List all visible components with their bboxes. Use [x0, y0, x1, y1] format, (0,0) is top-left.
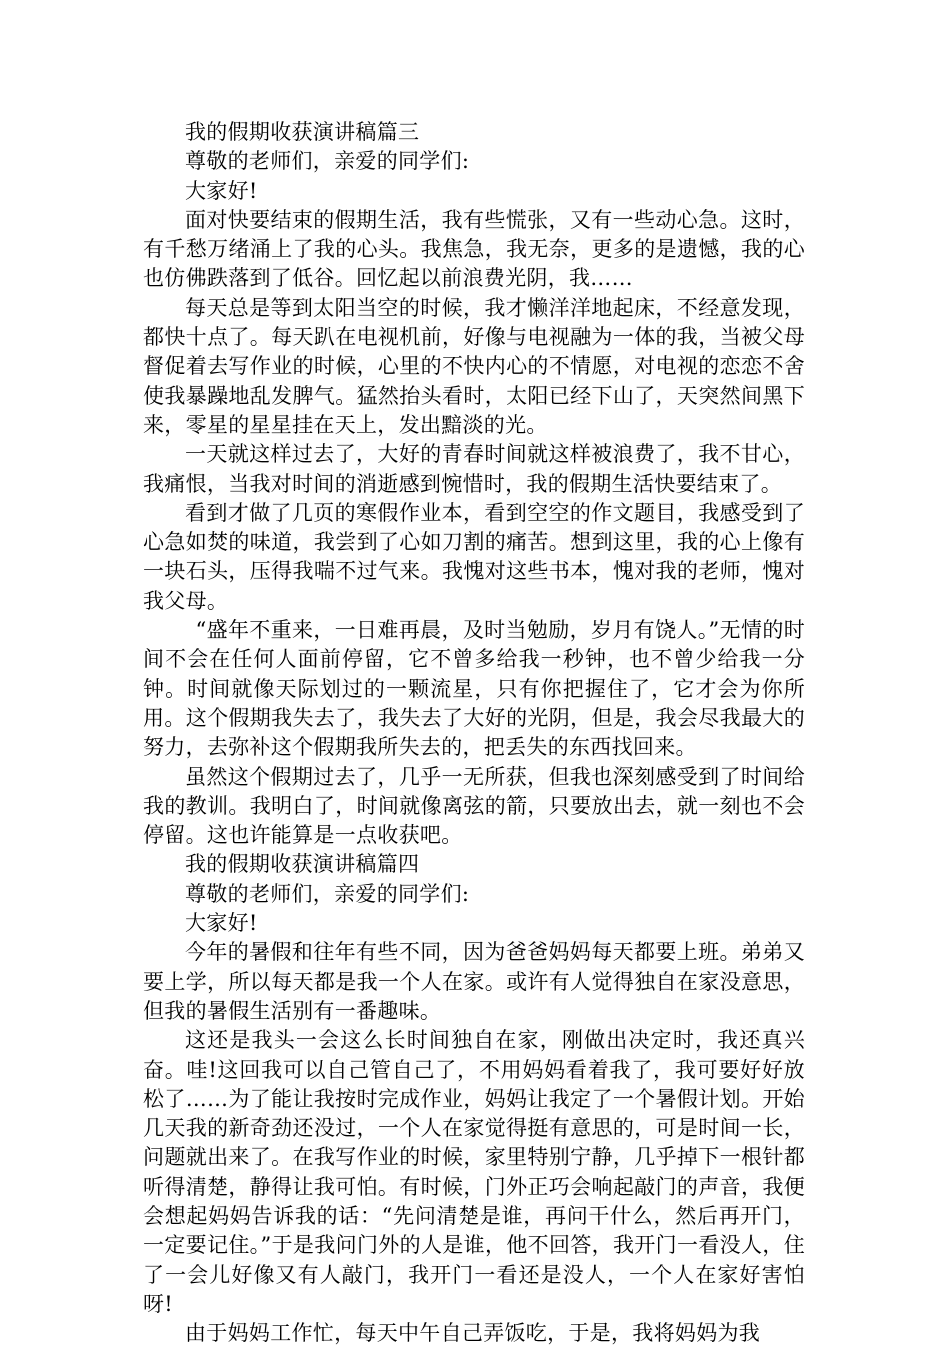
- body-paragraph: 看到才做了几页的寒假作业本，看到空空的作文题目，我感受到了心急如焚的味道，我尝到了心如刀割的痛苦。想到这里，我的心上像有一块石头，压得我喘不过气来。我愧对这些书本，愧对我的老师，愧对我父母。: [143, 500, 805, 613]
- body-paragraph: 这还是我头一会这么长时间独自在家，刚做出决定时，我还真兴奋。哇!这回我可以自己管自己了，不用妈妈看着我了，我可要好好放松了……为了能让我按时完成作业，妈妈让我定了一个暑假计划。开始几天我的新奇劲还没过，一个人在家觉得挺有意思的，可是时间一长，问题就出来了。在我写作业的时候，家里特别宁静，几乎掉下一根针都听得清楚，静得让我可怕。有时候，门外正巧会响起敲门的声音，我便会想起妈妈告诉我的话：“先问清楚是谁，再问干什么，然后再开门，一定要记住。”于是我问门外的人是谁，他不回答，我开门一看没人，住了一会儿好像又有人敲门，我开门一看还是没人，一个人在家好害怕呀!: [143, 1028, 805, 1316]
- salutation: 尊敬的老师们，亲爱的同学们:: [185, 881, 470, 906]
- body-paragraph: 每天总是等到太阳当空的时候，我才懒洋洋地起床，不经意发现，都快十点了。每天趴在电视机前，好像与电视融为一体的我，当被父母督促着去写作业的时候，心里的不快内心的不情愿，对电视的恋恋不舍使我暴躁地乱发脾气。猛然抬头看时，太阳已经下山了，天突然间黑下来，零星的星星挂在天上，发出黯淡的光。: [143, 295, 805, 437]
- section-title-3: 我的假期收获演讲稿篇三: [185, 120, 420, 144]
- greeting: 大家好!: [185, 911, 258, 936]
- salutation: 尊敬的老师们，亲爱的同学们:: [185, 149, 470, 174]
- document-page: [143, 118, 805, 1348]
- quote-paragraph: “盛年不重来，一日难再晨，及时当勉励，岁月有饶人。”无情的时间不会在任何人面前停留，它不曾多给我一秒钟，也不曾少给我一分钟。时间就像天际划过的一颗流星，只有你把握住了，它才会为你所用。这个假期我失去了，我失去了大好的光阴，但是，我会尽我最大的努力，去弥补这个假期我所失去的，把丢失的东西找回来。: [143, 618, 805, 760]
- body-paragraph: 今年的暑假和往年有些不同，因为爸爸妈妈每天都要上班。弟弟又要上学，所以每天都是我一个人在家。或许有人觉得独自在家没意思，但我的暑假生活别有一番趣味。: [143, 940, 805, 1023]
- body-paragraph: 面对快要结束的假期生活，我有些慌张，又有一些动心急。这时，有千愁万绪涌上了我的心头。我焦急，我无奈，更多的是遗憾，我的心也仿佛跌落到了低谷。回忆起以前浪费光阴，我……: [143, 207, 805, 291]
- body-paragraph: 虽然这个假期过去了，几乎一无所获，但我也深刻感受到了时间给我的教训。我明白了，时间就像离弦的箭，只要放出去，就一刻也不会停留。这也许能算是一点收获吧。: [143, 764, 805, 848]
- section-title-4: 我的假期收获演讲稿篇四: [185, 852, 420, 877]
- body-paragraph: 由于妈妈工作忙，每天中午自己弄饭吃，于是，我将妈妈为我: [185, 1321, 761, 1346]
- greeting: 大家好!: [185, 178, 258, 203]
- body-paragraph: 一天就这样过去了，大好的青春时间就这样被浪费了，我不甘心，我痛恨，当我对时间的消逝感到惋惜时，我的假期生活快要结束了。: [143, 442, 805, 496]
